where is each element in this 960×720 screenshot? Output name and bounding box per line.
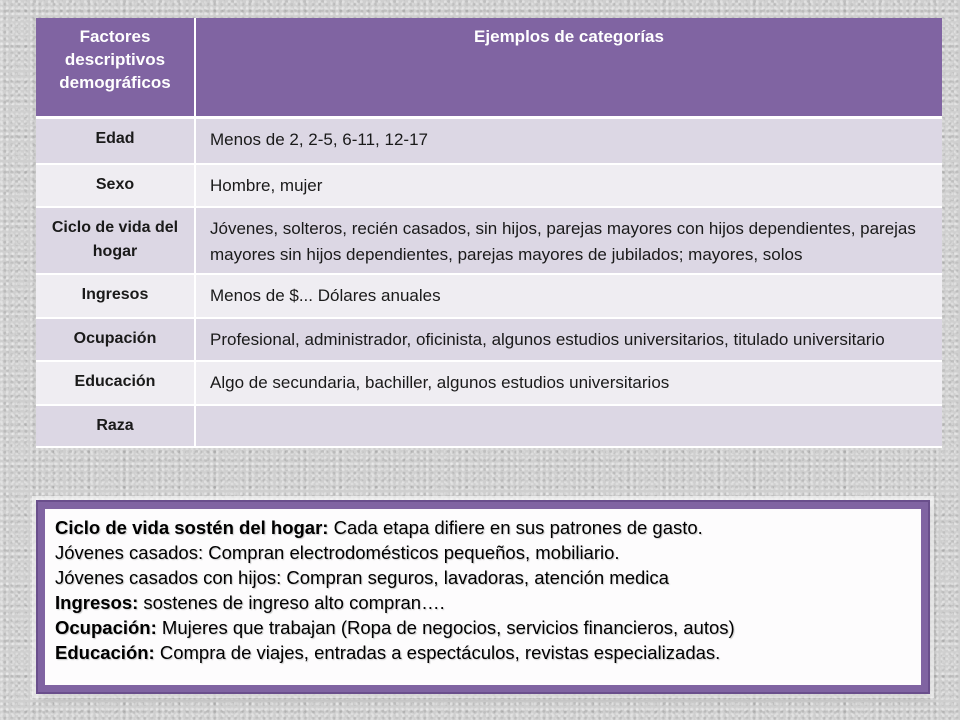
row-factor: Sexo bbox=[36, 164, 195, 208]
row-examples: Menos de 2, 2-5, 6-11, 12-17 bbox=[195, 118, 942, 164]
note-text: Jóvenes casados: Compran electrodomésticos pequeños, mobiliario. bbox=[55, 542, 620, 563]
row-examples: Hombre, mujer bbox=[195, 164, 942, 208]
row-examples: Jóvenes, solteros, recién casados, sin hijos, parejas mayores con hijos dependientes, parejas mayores sin hijos dependientes, parejas mayores de jubilados; mayores, solos bbox=[195, 207, 942, 274]
table-header-row bbox=[36, 18, 942, 118]
note-label: Ocupación: bbox=[55, 617, 157, 638]
note-line bbox=[55, 515, 911, 540]
row-factor: Educación bbox=[36, 361, 195, 405]
row-factor: Ocupación bbox=[36, 318, 195, 362]
row-factor: Edad bbox=[36, 118, 195, 164]
note-text: Jóvenes casados con hijos: Compran seguros, lavadoras, atención medica bbox=[55, 567, 669, 588]
header-factors: Factores descriptivos demográficos bbox=[36, 18, 195, 118]
table-row bbox=[36, 274, 942, 318]
demographics-table-container bbox=[36, 18, 942, 448]
note-text: Mujeres que trabajan (Ropa de negocios, servicios financieros, autos) bbox=[156, 617, 735, 638]
note-line bbox=[55, 540, 911, 565]
row-examples bbox=[195, 405, 942, 447]
note-text: Cada etapa difiere en sus patrones de gasto. bbox=[328, 517, 703, 538]
notes-box bbox=[38, 502, 928, 692]
note-text: Compra de viajes, entradas a espectáculos, revistas especializadas. bbox=[154, 642, 721, 663]
header-examples: Ejemplos de categorías bbox=[195, 18, 942, 118]
note-line bbox=[55, 615, 911, 640]
row-examples: Profesional, administrador, oficinista, algunos estudios universitarios, titulado universitario bbox=[195, 318, 942, 362]
note-label: Ingresos: bbox=[55, 592, 139, 613]
row-examples: Algo de secundaria, bachiller, algunos estudios universitarios bbox=[195, 361, 942, 405]
table-row bbox=[36, 361, 942, 405]
table-row bbox=[36, 164, 942, 208]
row-factor: Raza bbox=[36, 405, 195, 447]
demographics-table bbox=[36, 18, 942, 448]
note-label: Ciclo de vida sostén del hogar: bbox=[55, 517, 329, 538]
table-row bbox=[36, 118, 942, 164]
table-row bbox=[36, 405, 942, 447]
table-row bbox=[36, 318, 942, 362]
row-factor: Ingresos bbox=[36, 274, 195, 318]
table-row bbox=[36, 207, 942, 274]
row-examples: Menos de $... Dólares anuales bbox=[195, 274, 942, 318]
note-line bbox=[55, 590, 911, 615]
note-label: Educación: bbox=[55, 642, 155, 663]
note-text: sostenes de ingreso alto compran…. bbox=[138, 592, 445, 613]
row-factor: Ciclo de vida del hogar bbox=[36, 207, 195, 274]
note-line bbox=[55, 640, 911, 665]
note-line bbox=[55, 565, 911, 590]
